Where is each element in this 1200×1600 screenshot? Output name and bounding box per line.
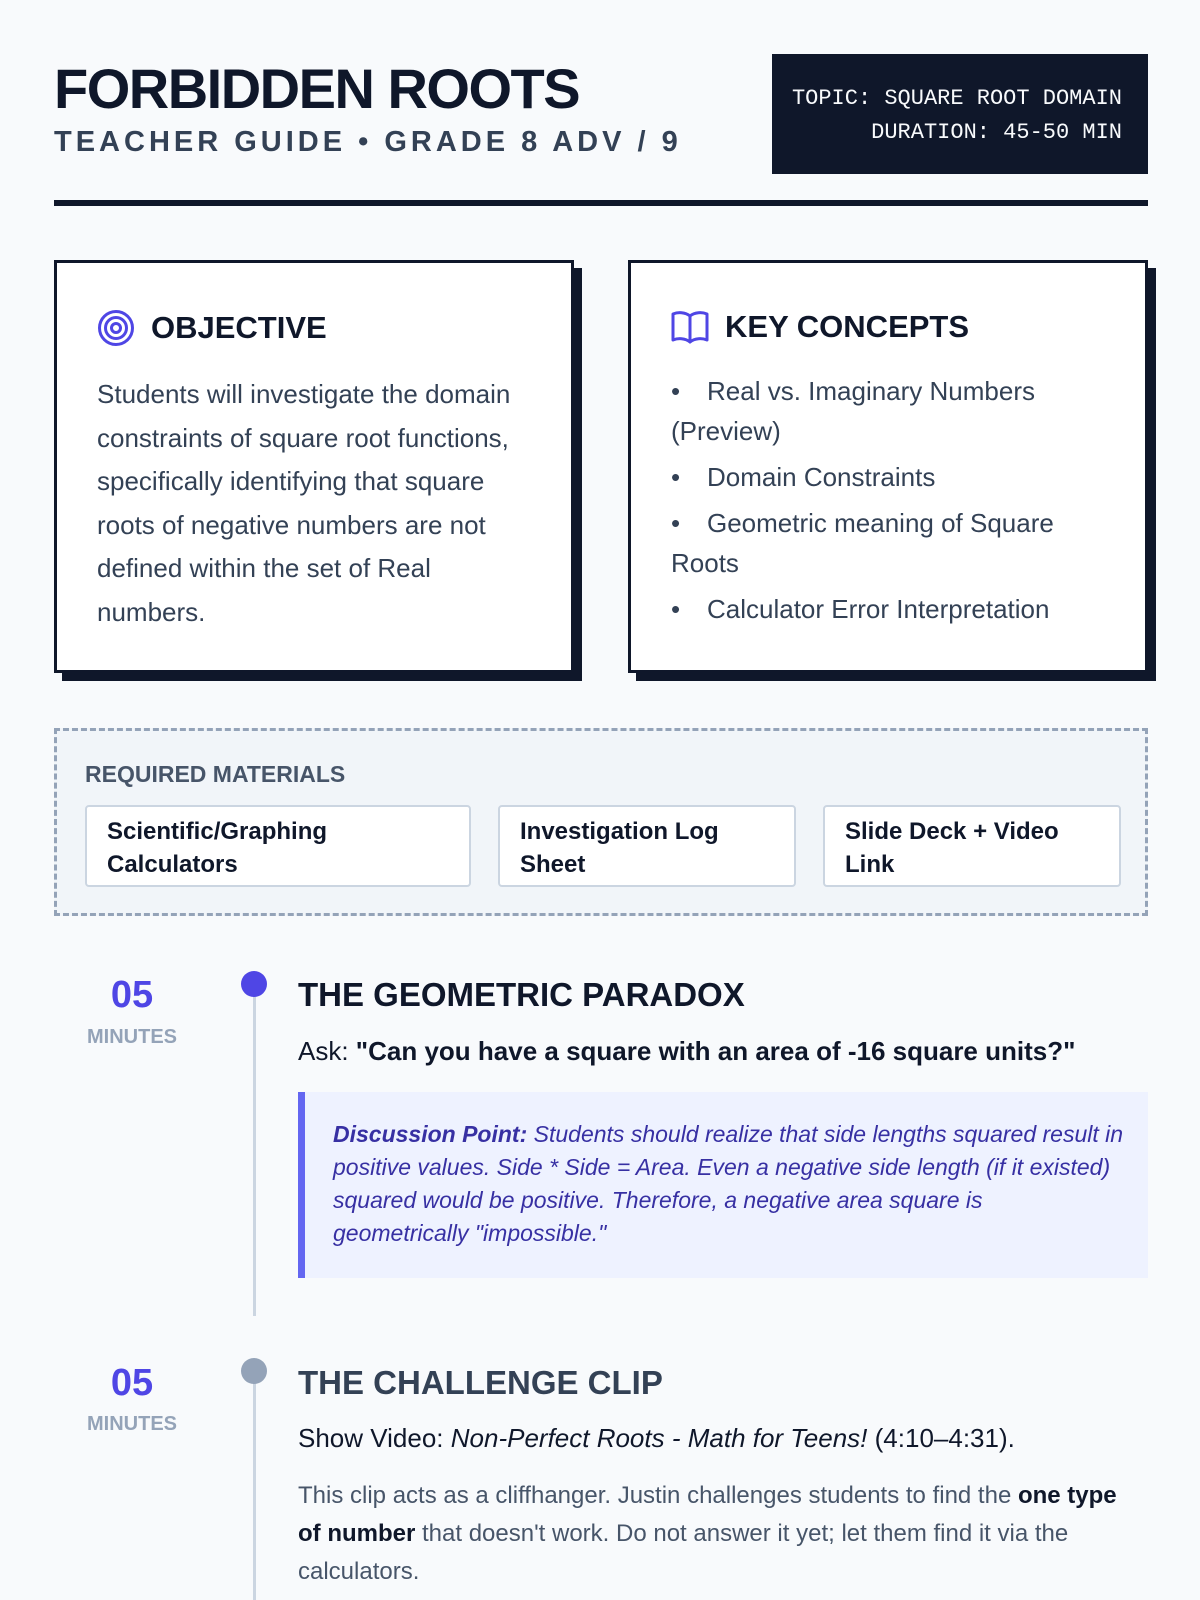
step-title: THE CHALLENGE CLIP xyxy=(298,1364,663,1401)
objective-text: Students will investigate the domain constraints of square root functions, specifically identifying that square roots of negative numbers are not defined within the set of Real numbers. xyxy=(97,379,511,627)
step-prompt: Show Video: Non-Perfect Roots - Math for Teens! (4:10–4:31). xyxy=(298,1423,1015,1453)
materials-label: REQUIRED MATERIALS xyxy=(85,761,346,787)
step-description: This clip acts as a cliffhanger. Justin challenges students to find the one type of number that doesn't work. Do not answer it yet; let them find it via the calculators. xyxy=(298,1482,1117,1585)
page-subtitle: TEACHER GUIDE • GRADE 8 ADV / 9 xyxy=(54,126,682,158)
discussion-point: Discussion Point: Students should realize that side lengths squared result in positive values. Side * Side = Area. Even a negative side length (if it existed) squared would be positive. Therefore, a negative area square is geometrically "impossible." xyxy=(298,1092,1148,1278)
key-concepts-header xyxy=(671,309,969,345)
key-concepts-card xyxy=(628,260,1148,673)
page-title: FORBIDDEN ROOTS xyxy=(54,57,580,120)
timeline-line xyxy=(253,1372,256,1600)
step-minutes-label: MINUTES xyxy=(87,1413,177,1435)
timeline-dot xyxy=(241,971,267,997)
topic-label: TOPIC: SQUARE ROOT DOMAIN xyxy=(791,86,1122,111)
list-item: • Geometric meaning of Square Roots xyxy=(671,508,1054,578)
list-item: • Calculator Error Interpretation xyxy=(671,594,1050,624)
material-chip: Scientific/Graphing Calculators xyxy=(85,805,471,887)
duration-label: DURATION: 45-50 MIN xyxy=(871,120,1122,145)
required-materials xyxy=(54,728,1148,916)
list-item: • Real vs. Imaginary Numbers (Preview) xyxy=(671,376,1035,446)
header-divider xyxy=(54,200,1148,206)
book-open-icon xyxy=(671,310,709,344)
material-chip: Investigation Log Sheet xyxy=(498,805,796,887)
timeline-line xyxy=(253,984,256,1316)
step-minutes: 05 xyxy=(110,974,154,1016)
key-concepts-title: KEY CONCEPTS xyxy=(725,309,970,344)
objective-title: OBJECTIVE xyxy=(151,310,327,345)
step-minutes: 05 xyxy=(110,1362,154,1404)
step-minutes-label: MINUTES xyxy=(87,1026,177,1048)
objective-card xyxy=(54,260,574,673)
teacher-guide-page xyxy=(54,0,1148,1585)
header xyxy=(54,0,1148,210)
list-item: • Domain Constraints xyxy=(671,462,936,492)
target-icon xyxy=(97,309,135,347)
step-title: THE GEOMETRIC PARADOX xyxy=(298,976,745,1013)
info-cards xyxy=(54,260,1148,680)
material-chip: Slide Deck + Video Link xyxy=(823,805,1121,887)
objective-header xyxy=(97,309,327,347)
timeline-dot xyxy=(241,1358,267,1384)
key-concepts-list xyxy=(671,371,1121,635)
step-prompt: Ask: "Can you have a square with an area of -16 square units?" xyxy=(298,1036,1076,1066)
lesson-meta-box xyxy=(772,54,1148,174)
